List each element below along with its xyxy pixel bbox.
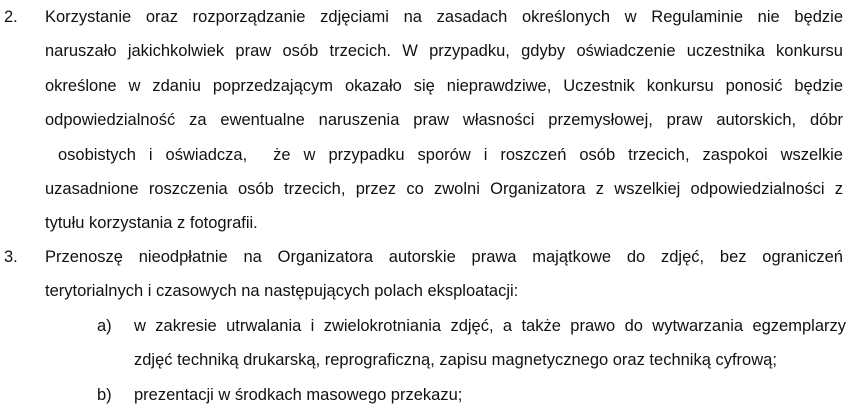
text-line: osobistych i oświadcza, że w przypadku sporów i roszczeń osób trzecich, zaspokoi wszelkie (45, 145, 843, 164)
text-line: zdjęć techniką drukarską, reprograficzną, zapisu magnetycznego oraz techniką cyfrową; (134, 351, 777, 370)
text-line: naruszało jakichkolwiek praw osób trzecich. W przypadku, gdyby oświadczenie uczestnika konkursu (45, 42, 843, 61)
list-item-text (45, 240, 843, 309)
text-line: prezentacji w środkach masowego przekazu; (134, 386, 463, 404)
text-line: Przenoszę nieodpłatnie na Organizatora autorskie prawa majątkowe do zdjęć, bez ograniczeń (45, 248, 843, 266)
text-line: Korzystanie oraz rozporządzanie zdjęciami na zasadach określonych w Regulaminie nie będzie (45, 8, 843, 26)
text-line: uzasadnione roszczenia osób trzecich, przez co zwolni Organizatora z wszelkiej odpowiedzialności z (45, 179, 843, 198)
sub-item-letter: a) (97, 317, 112, 335)
text-line: określone w zdaniu poprzedzającym okazało się nieprawdziwe, Uczestnik konkursu ponosić będzie (45, 76, 843, 95)
list-item-text (45, 0, 843, 241)
list-item-number: 3. (4, 248, 18, 266)
list-item-number: 2. (4, 8, 18, 26)
sub-item-text (134, 378, 846, 412)
text-line: terytorialnych i czasowych na następujących polach eksploatacji: (45, 282, 519, 301)
sub-item-text (134, 309, 846, 378)
text-line: odpowiedzialność za ewentualne naruszenia praw własności przemysłowej, praw autorskich, dóbr (45, 111, 843, 130)
text-line: tytułu korzystania z fotografii. (45, 214, 258, 233)
sub-item-letter: b) (97, 386, 112, 404)
text-line: w zakresie utrwalania i zwielokrotniania zdjęć, a także prawo do wytwarzania egzemplarzy (134, 317, 846, 335)
